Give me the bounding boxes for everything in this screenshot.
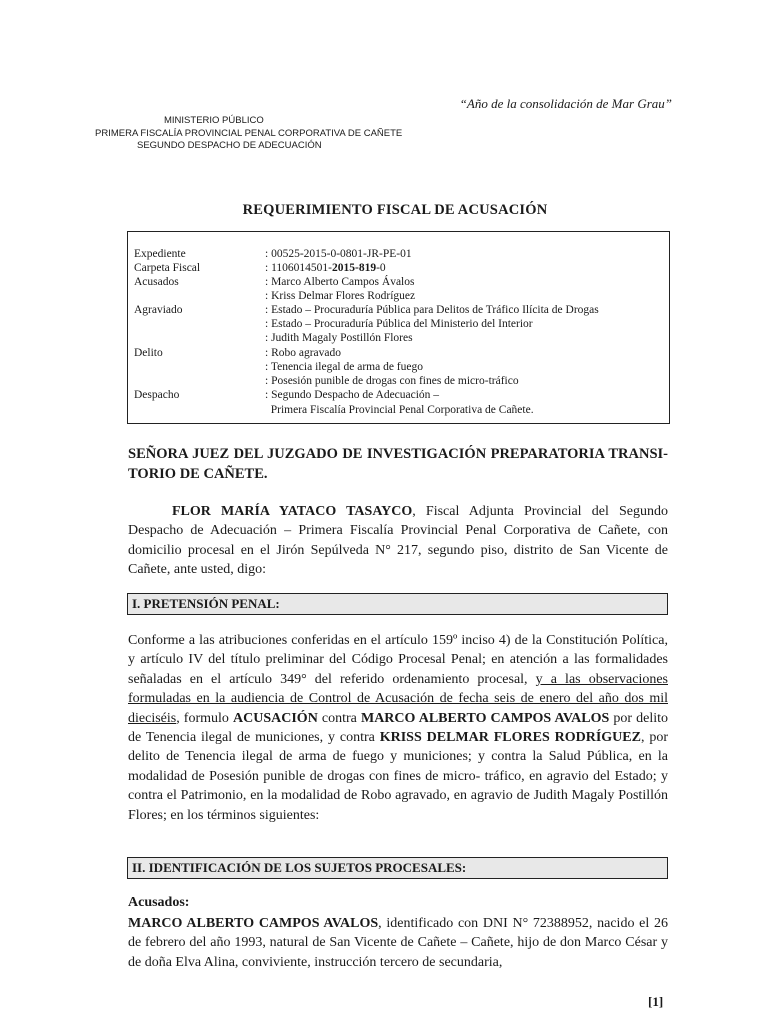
pretension-text: Conforme a las atribuciones conferidas en el artículo 159º inciso 4) de la Constitución Política, y artículo IV del título preliminar del Código Procesal Penal; en atención a las formalidades señaladas en el artículo 349° del referido ordenamiento procesal, xyxy=(128,633,668,687)
case-value: : Estado – Procuraduría Pública del Ministerio del Interior xyxy=(265,318,533,330)
acusacion-keyword: ACUSACIÓN xyxy=(233,710,318,726)
document-title: REQUERIMIENTO FISCAL DE ACUSACIÓN xyxy=(242,202,548,218)
case-value-prefix: : 1106014501- xyxy=(265,262,332,274)
case-label: Carpeta Fiscal xyxy=(134,262,201,274)
pretension-paragraph xyxy=(128,631,668,825)
motto: “Año de la consolidación de Mar Grau” xyxy=(459,96,672,111)
case-row xyxy=(134,303,599,317)
case-value-suffix: -0 xyxy=(376,262,386,274)
case-row xyxy=(134,346,341,360)
case-label: Acusados xyxy=(134,276,179,288)
section-heading: I. PRETENSIÓN PENAL: xyxy=(127,593,668,615)
case-value: : Posesión punible de drogas con fines de micro-tráfico xyxy=(265,375,519,387)
accused-name: MARCO ALBERTO CAMPOS AVALOS xyxy=(128,916,379,931)
case-value: : Judith Magaly Postillón Flores xyxy=(265,332,413,344)
case-value: : Tenencia ilegal de arma de fuego xyxy=(265,361,423,373)
institution-line-2: PRIMERA FISCALÍA PROVINCIAL PENAL CORPORATIVA DE CAÑETE xyxy=(95,128,403,139)
case-row xyxy=(134,374,519,388)
case-row xyxy=(134,275,414,289)
case-value-bold: 2015-819 xyxy=(331,262,377,274)
case-value: : Marco Alberto Campos Ávalos xyxy=(265,276,415,288)
intro-text: , Fiscal Adjunta Provincial del Segundo Despacho de Adecuación – Primera Fiscalía Provincial Penal Corporativa de Cañete, con domicilio procesal en el Jirón Sepúlveda N° 217, segundo piso, distrito de San Vicente de Cañete, ante usted, digo: xyxy=(128,504,668,578)
case-label: Agraviado xyxy=(134,304,183,316)
case-row xyxy=(134,331,413,345)
pretension-text: , por delito de Tenencia ilegal de arma de fuego y municiones; y contra la Salud Pública, en la modalidad de Posesión punible de drogas con fines de micro- tráfico, en agravio del Estado; y contra el Patrimonio, en la modalidad de Robo agravado, en agravio de Judith Magaly Postillón Flores; en los términos siguientes: xyxy=(128,730,668,823)
prosecutor-name: FLOR MARÍA YATACO TASAYCO xyxy=(172,504,413,519)
accused-name: KRISS DELMAR FLORES RODRÍGUEZ xyxy=(379,730,641,746)
case-row xyxy=(134,261,386,275)
case-label: Expediente xyxy=(134,248,186,260)
case-value: : 00525-2015-0-0801-JR-PE-01 xyxy=(265,248,412,260)
case-row xyxy=(134,403,534,417)
pretension-text: , formulo xyxy=(176,710,234,726)
case-row xyxy=(134,289,415,303)
case-label: Despacho xyxy=(134,389,180,401)
pretension-text: por delito de Tenencia ilegal de municiones, y contra xyxy=(128,710,668,746)
case-row xyxy=(134,360,423,374)
case-row xyxy=(134,317,533,331)
case-value: : Kriss Delmar Flores Rodríguez xyxy=(265,290,416,302)
case-row xyxy=(134,247,412,261)
case-info-box xyxy=(127,231,670,424)
institution-line-3: SEGUNDO DESPACHO DE ADECUACIÓN xyxy=(137,140,322,151)
accused-subheading: Acusados: xyxy=(128,895,190,910)
addressee: SEÑORA JUEZ DEL JUZGADO DE INVESTIGACIÓN PREPARATORIA TRANSI-TORIO DE CAÑETE. xyxy=(128,446,668,482)
case-value: : Robo agravado xyxy=(265,347,342,359)
underlined-text: y a las observaciones formuladas en la audiencia de Control de Acusación de fecha seis de enero del año dos mil dieciséis xyxy=(128,671,668,726)
accused-name: MARCO ALBERTO CAMPOS AVALOS xyxy=(360,710,610,726)
pretension-text: contra xyxy=(317,710,361,726)
accused-text: , identificado con DNI N° 72388952, nacido el 26 de febrero del año 1993, natural de San Vicente de Cañete – Cañete, hijo de don Marco César y de doña Elva Alina, conviviente, instrucción tercero de secundaria, xyxy=(128,916,668,970)
case-value: : Estado – Procuraduría Pública para Delitos de Tráfico Ilícita de Drogas xyxy=(265,304,599,316)
institution-line-1: MINISTERIO PÚBLICO xyxy=(164,115,264,126)
intro-paragraph xyxy=(128,502,668,580)
section-heading: II. IDENTIFICACIÓN DE LOS SUJETOS PROCESALES: xyxy=(127,857,668,879)
page-number: [1] xyxy=(648,994,664,1009)
case-label: Delito xyxy=(134,347,163,359)
accused-paragraph xyxy=(128,914,668,972)
case-value: : Segundo Despacho de Adecuación – xyxy=(265,389,440,401)
case-value: Primera Fiscalía Provincial Penal Corporativa de Cañete. xyxy=(265,404,534,416)
case-row xyxy=(134,388,439,402)
